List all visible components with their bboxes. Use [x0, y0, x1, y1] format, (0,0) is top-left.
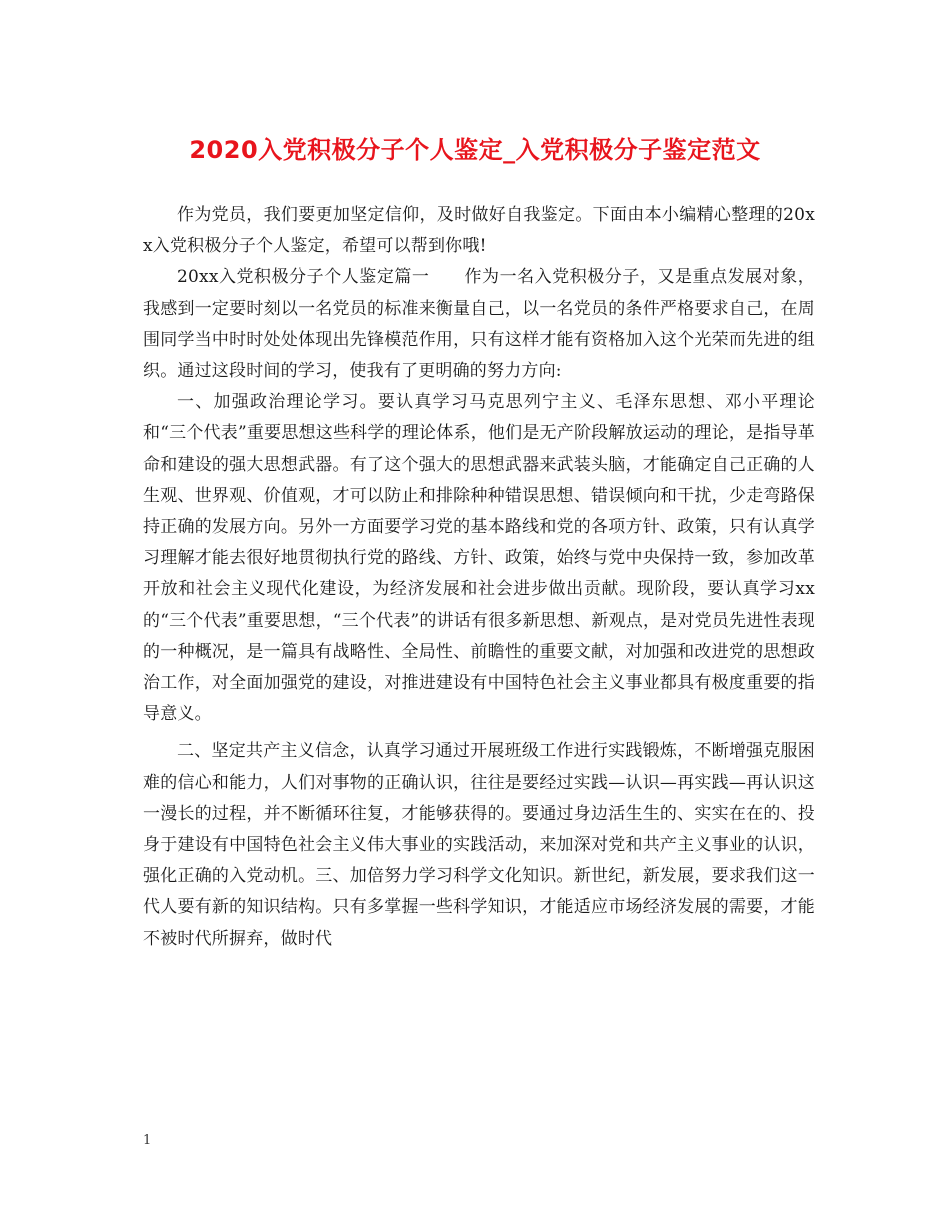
paragraph-appraisal-one: 20xx入党积极分子个人鉴定篇一 作为一名入党积极分子，又是重点发展对象，我感到一定要时刻以一名党员的标准来衡量自己，以一名党员的条件严格要求自己，在周围同学当中时时处处体现出先锋模范作用，只有这样才能有资格加入这个光荣而先进的组织。通过这段时间的学习，使我有了更明确的努力方向:	[143, 267, 815, 382]
document-body	[143, 200, 815, 955]
page-number: 1	[143, 1133, 152, 1148]
paragraph-section-two: 二、坚定共产主义信念，认真学习通过开展班级工作进行实践锻炼，不断增强克服困难的信心和能力，人们对事物的正确认识，往往是要经过实践—认识—再实践—再认识这一漫长的过程，并不断循环往复，才能够获得的。要通过身边活生生的、实实在在的、投身于建设有中国特色社会主义伟大事业的实践活动，来加深对党和共产主义事业的认识，强化正确的入党动机。三、加倍努力学习科学文化知识。新世纪，新发展，要求我们这一代人要有新的知识结构。只有多掌握一些科学知识，才能适应市场经济发展的需要，才能不被时代所摒弃，做时代	[143, 741, 815, 949]
paragraph-section-one: 一、加强政治理论学习。要认真学习马克思列宁主义、毛泽东思想、邓小平理论和“三个代表”重要思想这些科学的理论体系，他们是无产阶段解放运动的理论，是指导革命和建设的强大思想武器。有了这个强大的思想武器来武装头脑，才能确定自己正确的人生观、世界观、价值观，才可以防止和排除种种错误思想、错误倾向和干扰，少走弯路保持正确的发展方向。另外一方面要学习党的基本路线和党的各项方针、政策，只有认真学习理解才能去很好地贯彻执行党的路线、方针、政策，始终与党中央保持一致，参加改革开放和社会主义现代化建设，为经济发展和社会进步做出贡献。现阶段，要认真学习xx的“三个代表”重要思想，“三个代表”的讲话有很多新思想、新观点，是对党员先进性表现的一种概况，是一篇具有战略性、全局性、前瞻性的重要文献，对加强和改进党的思想政治工作，对全面加强党的建设，对推进建设有中国特色社会主义事业都具有极度重要的指导意义。	[143, 392, 815, 725]
document-title: 2020入党积极分子个人鉴定_入党积极分子鉴定范文	[189, 136, 761, 164]
paragraph-intro: 作为党员，我们要更加坚定信仰，及时做好自我鉴定。下面由本小编精心整理的20xx入党积极分子个人鉴定，希望可以帮到你哦!	[143, 205, 815, 257]
